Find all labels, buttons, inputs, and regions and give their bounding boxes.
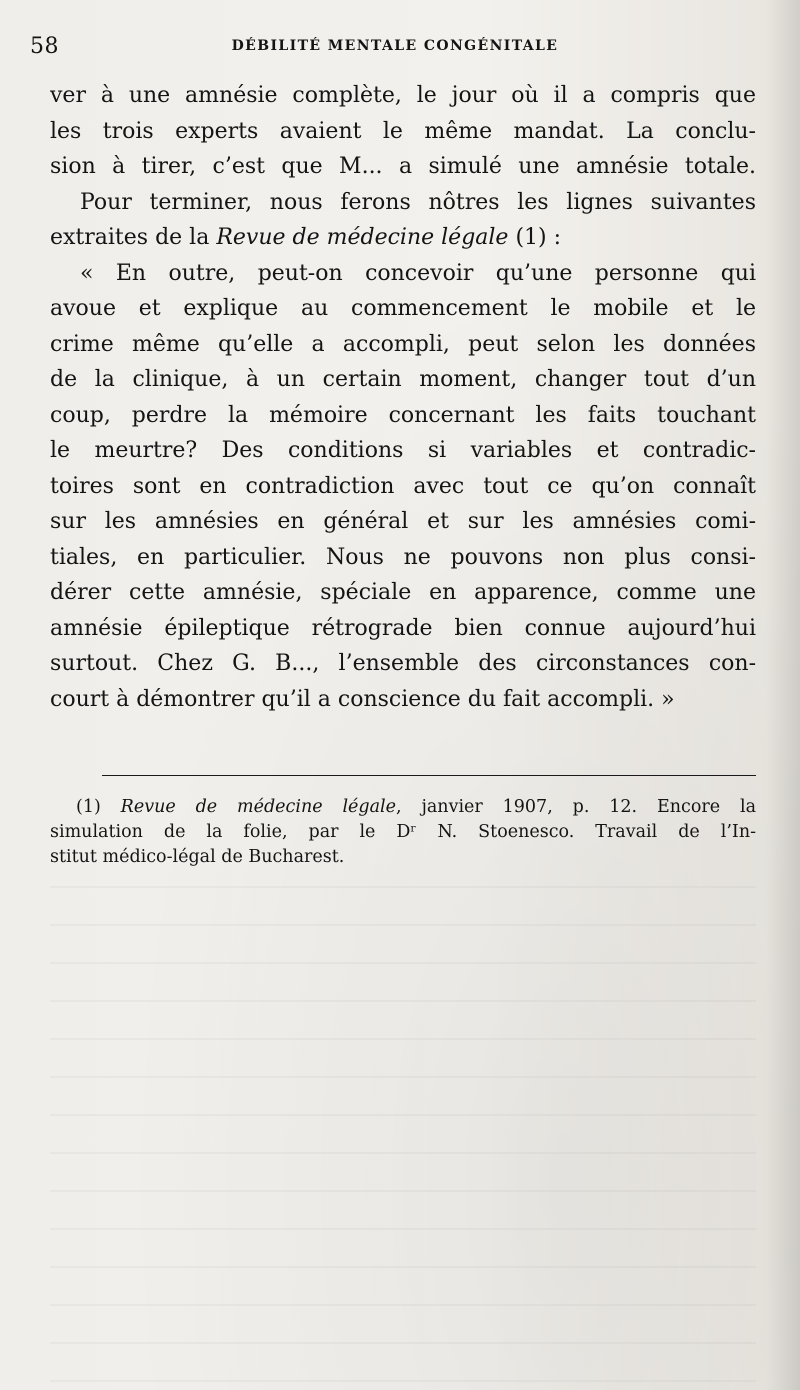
text-line: amnésie épileptique rétrograde bien connue aujourd’hui — [50, 615, 756, 641]
footnote-line — [50, 795, 756, 820]
citation-prefix: extraites de la — [50, 225, 217, 250]
text-line: de la clinique, à un certain moment, changer tout d’un — [50, 367, 756, 392]
footnote-line: simulation de la folie, par le Dʳ N. Stoenesco. Travail de l’In- — [50, 822, 756, 842]
bleed-through-texture — [50, 850, 756, 1382]
footnote-journal: Revue de médecine légale — [120, 797, 396, 817]
journal-title: Revue de médecine légale — [216, 225, 509, 250]
text-line: Pour terminer, nous ferons nôtres les lignes suivantes — [80, 189, 756, 215]
text-line: le meurtre? Des conditions si variables et contradic- — [50, 438, 756, 463]
text-line: sur les amnésies en général et sur les amnésies comi- — [50, 509, 756, 534]
text-line-citation — [50, 220, 756, 256]
text-line: ver à une amnésie complète, le jour où il a compris que — [50, 83, 756, 108]
running-title: DÉBILITÉ MENTALE CONGÉNITALE — [231, 38, 559, 54]
footnote-rule — [102, 775, 756, 776]
text-line: court à démontrer qu’il a conscience du fait accompli. » — [50, 686, 675, 712]
page-number: 58 — [30, 34, 59, 59]
text-line: les trois experts avaient le même mandat. La conclu- — [50, 118, 756, 144]
body-text — [50, 78, 756, 717]
text-line: dérer cette amnésie, spéciale en apparence, comme une — [50, 580, 756, 605]
text-line: avoue et explique au commencement le mobile et le — [50, 296, 756, 321]
footnote — [50, 795, 756, 870]
footnote-line: stitut médico-légal de Bucharest. — [50, 847, 345, 867]
text-line: « En outre, peut-on concevoir qu’une personne qui — [80, 260, 756, 286]
text-line: sion à tirer, c’est que M... a simulé une amnésie totale. — [50, 154, 756, 179]
footnote-details: , janvier 1907, p. 12. Encore la — [396, 797, 756, 817]
footnote-marker: (1) — [76, 797, 121, 817]
text-line: crime même qu’elle a accompli, peut selon les données — [50, 331, 756, 357]
text-line: tiales, en particulier. Nous ne pouvons non plus consi- — [50, 544, 756, 570]
text-line: surtout. Chez G. B..., l’ensemble des circonstances con- — [50, 651, 756, 676]
text-line: toires sont en contradiction avec tout ce qu’on connaît — [50, 473, 756, 499]
page-header — [30, 34, 760, 64]
page-edge-shadow — [766, 0, 800, 1390]
citation-suffix: (1) : — [508, 225, 562, 250]
text-line: coup, perdre la mémoire concernant les faits touchant — [50, 402, 756, 428]
